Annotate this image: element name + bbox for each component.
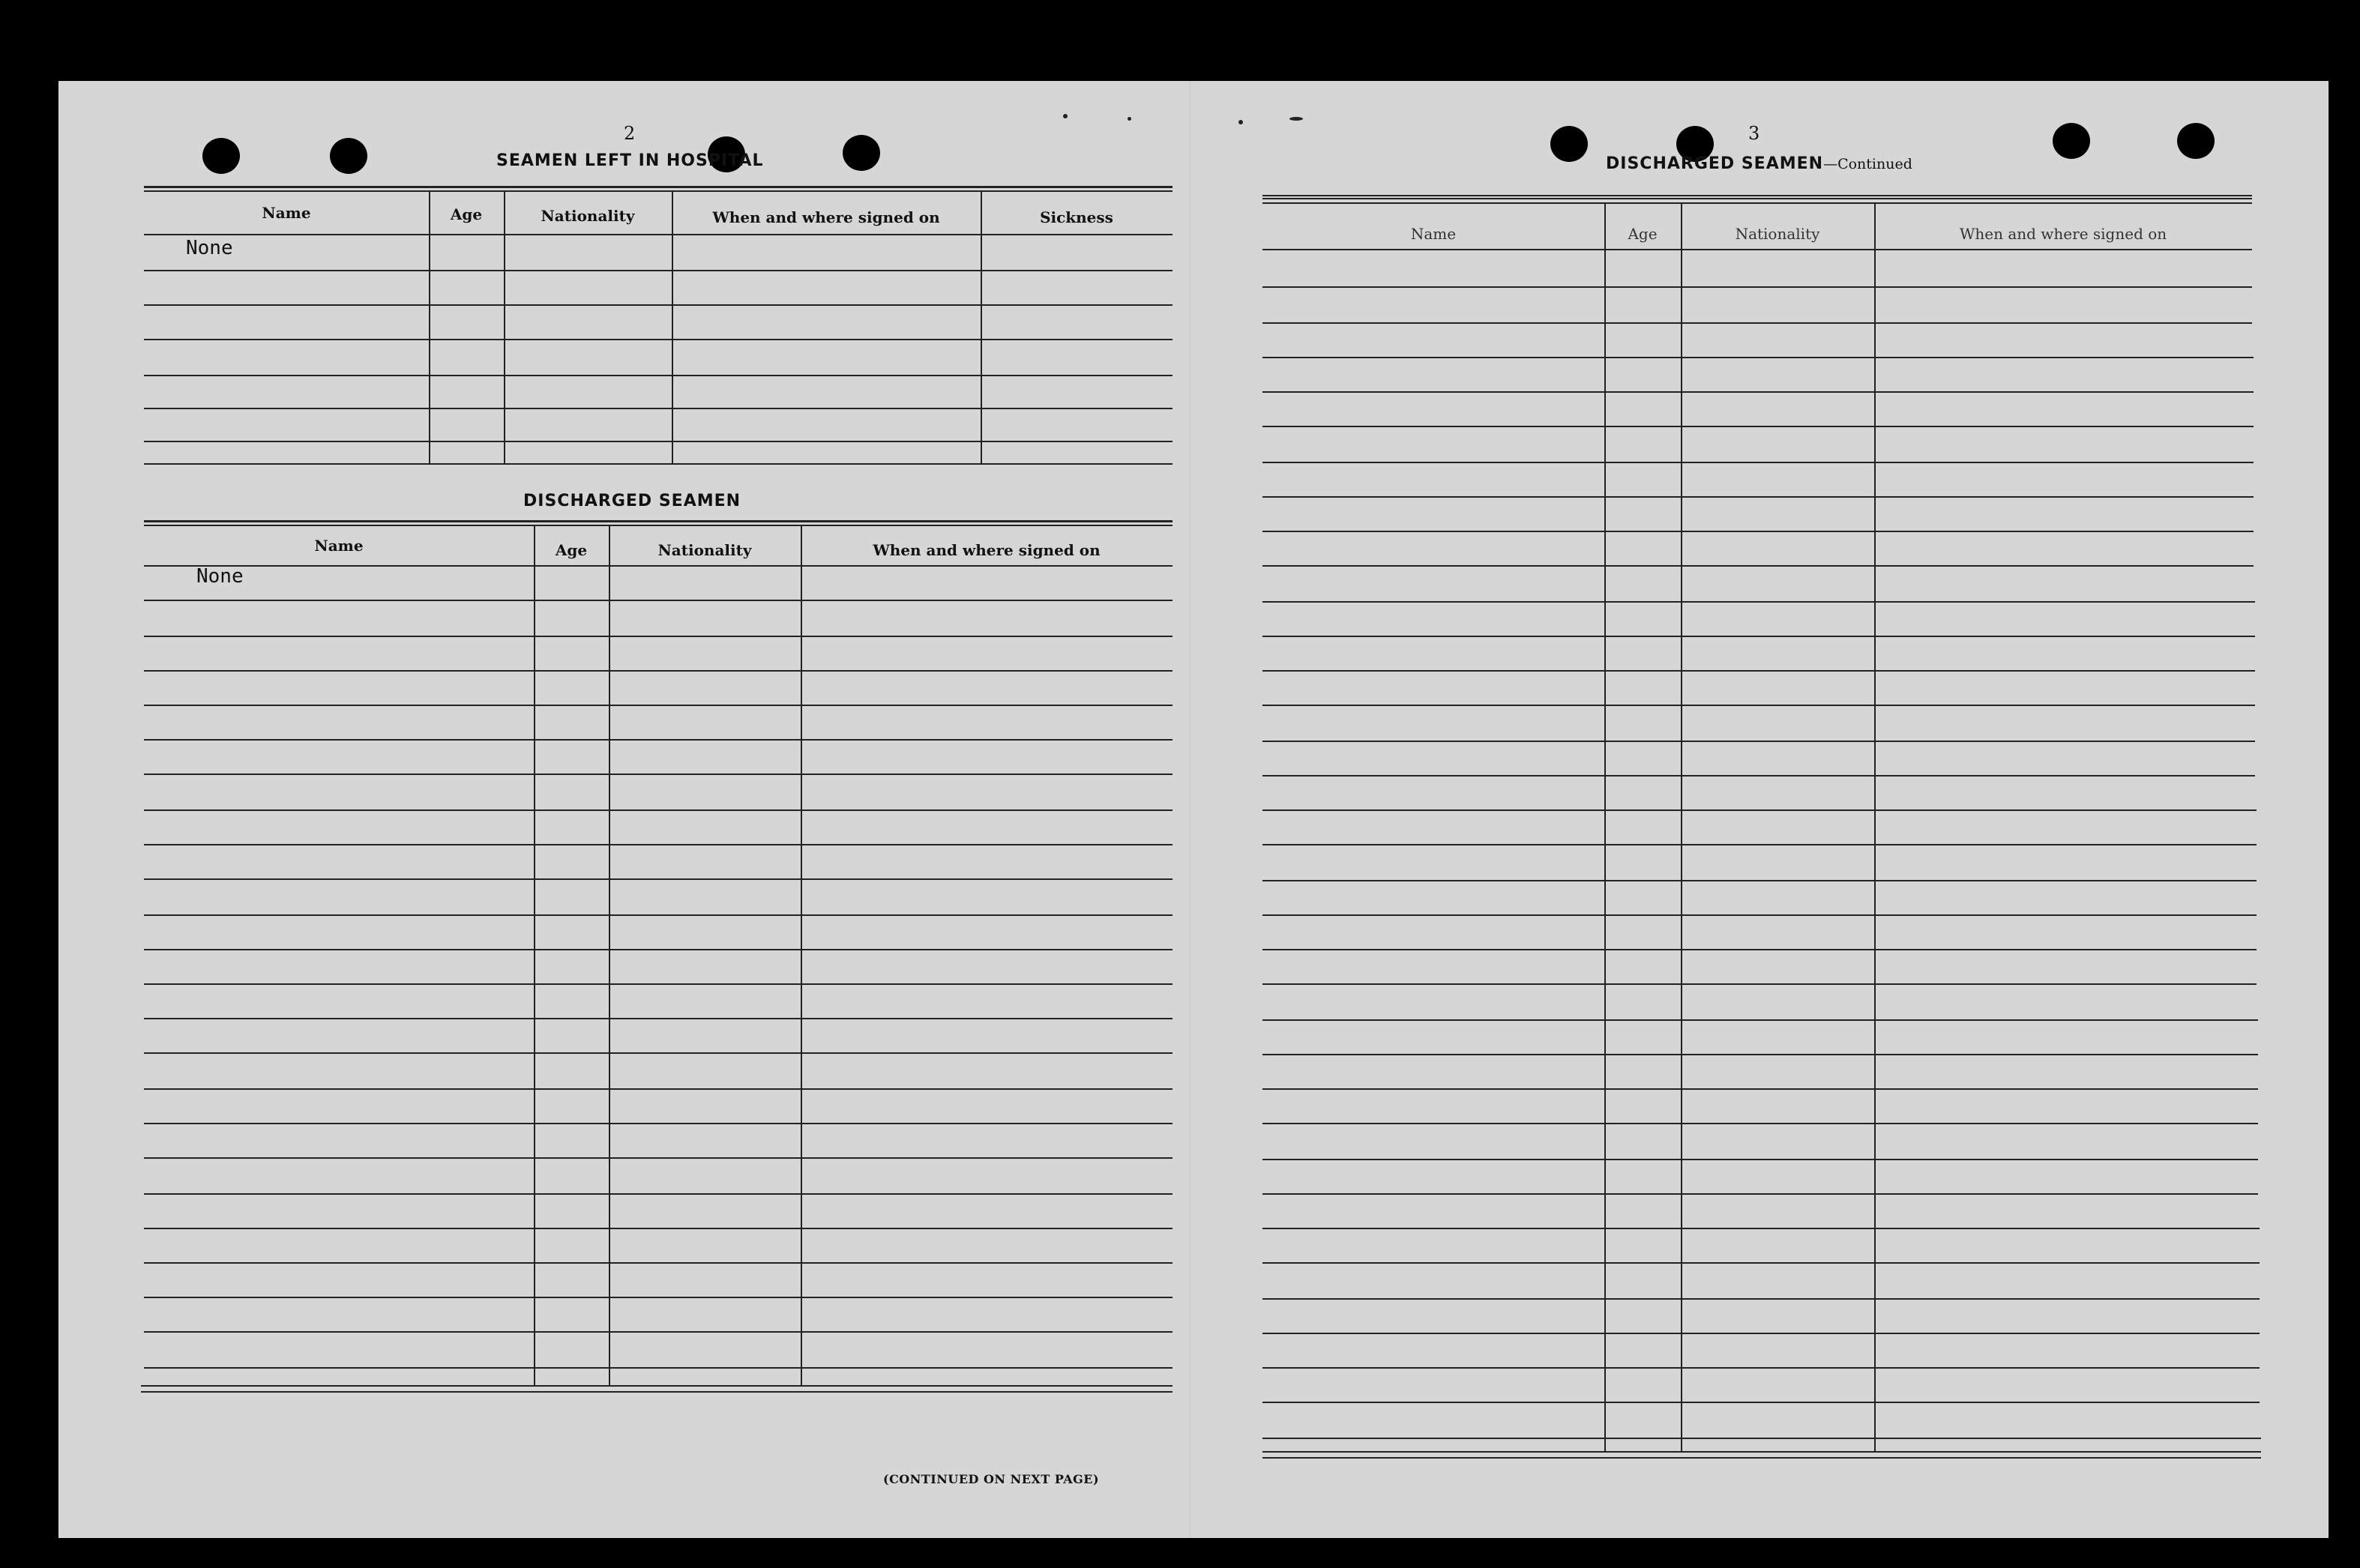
column-header-nationality: Nationality xyxy=(541,207,635,225)
column-header-age: Age xyxy=(1628,225,1658,243)
speck xyxy=(1289,117,1303,121)
hospital-entry: None xyxy=(186,237,233,259)
punch-hole xyxy=(2053,123,2090,159)
discharged-section-title: DISCHARGED SEAMEN xyxy=(523,492,741,510)
discharged-table xyxy=(144,520,1173,1457)
column-header-nationality: Nationality xyxy=(1735,225,1820,243)
hospital-section-title: SEAMEN LEFT IN HOSPITAL xyxy=(496,151,764,170)
punch-hole xyxy=(2177,123,2215,159)
speck xyxy=(1238,120,1243,124)
punch-hole xyxy=(330,138,367,174)
column-header-name: Name xyxy=(262,204,311,222)
page-number-left: 2 xyxy=(624,123,636,144)
speck xyxy=(1063,114,1068,118)
column-header-name: Name xyxy=(314,537,364,555)
column-header-age: Age xyxy=(555,541,588,559)
page-fold xyxy=(1189,81,1190,1538)
punch-hole xyxy=(843,135,880,171)
section-title-suffix: —Continued xyxy=(1823,156,1912,172)
discharged-entry: None xyxy=(196,565,244,588)
punch-hole xyxy=(202,138,240,174)
column-header-when-where: When and where signed on xyxy=(712,208,940,226)
continued-section-title xyxy=(1606,154,1912,173)
page-number-right: 3 xyxy=(1748,123,1761,144)
column-header-age: Age xyxy=(450,205,483,223)
speck xyxy=(1128,117,1131,121)
column-header-nationality: Nationality xyxy=(657,541,752,559)
punch-hole xyxy=(1550,126,1588,162)
ledger-sheet xyxy=(58,81,2329,1538)
discharged-continued-table xyxy=(1262,195,2320,1544)
section-title-text: DISCHARGED SEAMEN xyxy=(1606,154,1824,173)
column-header-name: Name xyxy=(1410,225,1457,243)
column-header-sickness: Sickness xyxy=(1040,208,1113,226)
column-header-when-where: When and where signed on xyxy=(1959,225,2167,243)
column-header-when-where: When and where signed on xyxy=(873,541,1101,559)
continued-footer: (CONTINUED ON NEXT PAGE) xyxy=(883,1472,1100,1486)
